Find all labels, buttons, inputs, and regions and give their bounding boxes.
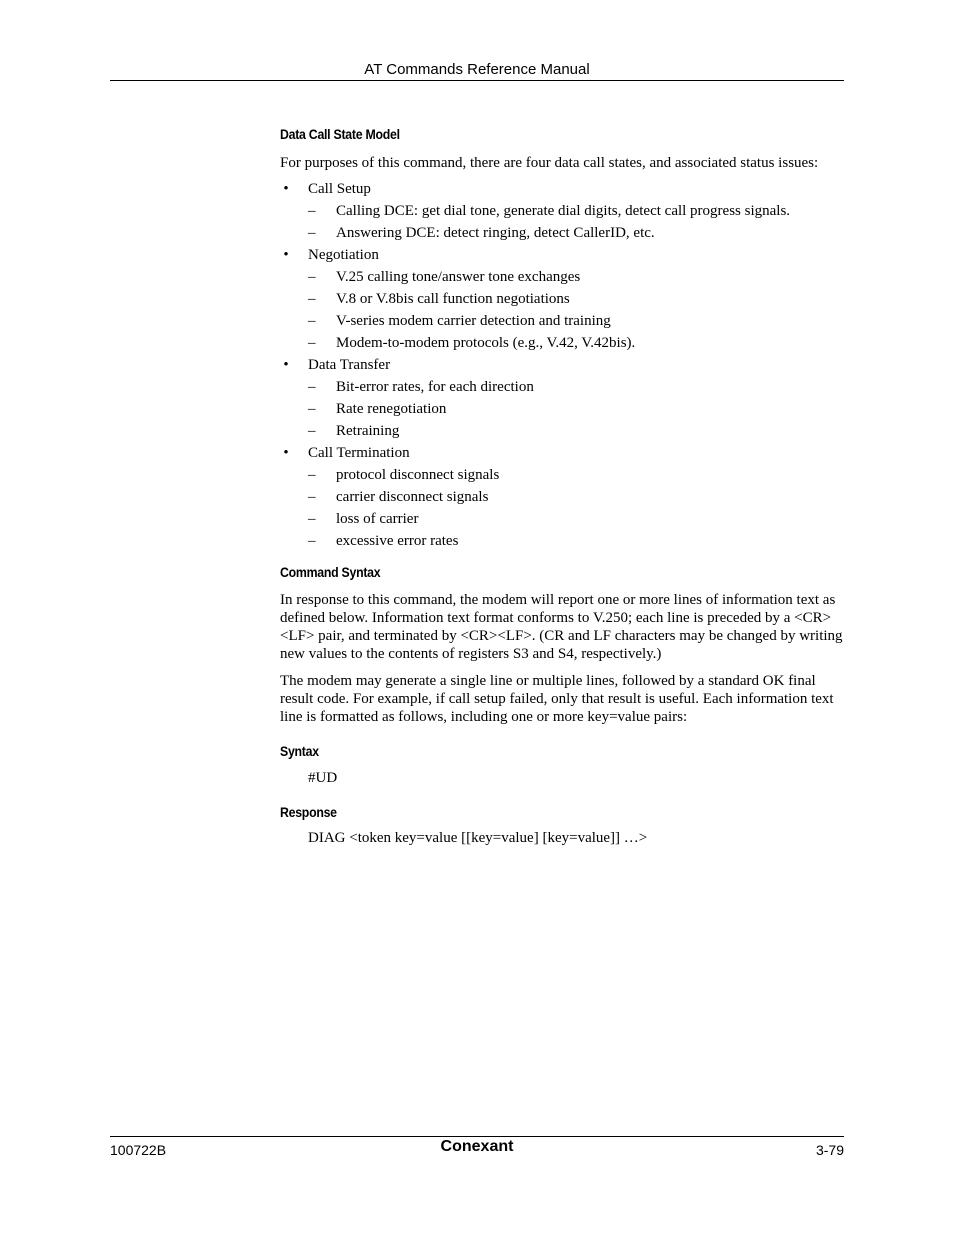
dash-icon: – (308, 335, 316, 351)
sub-list-item-text: Bit-error rates, for each direction (336, 379, 534, 395)
intro-paragraph: For purposes of this command, there are four data call states, and associated status issues: (280, 155, 819, 171)
sub-list-item-text: carrier disconnect signals (336, 489, 489, 505)
sub-list-item (280, 310, 846, 332)
section-heading-command-syntax: Command Syntax (280, 564, 381, 580)
page-content (280, 124, 846, 847)
sub-list-item-text: V.8 or V.8bis call function negotiations (336, 291, 570, 307)
dash-icon: – (308, 225, 316, 241)
sub-list-item (280, 420, 846, 442)
list-item-label: Data Transfer (308, 357, 391, 373)
section-heading-data-call-state-model: Data Call State Model (280, 126, 400, 142)
sub-list-item-text: V.25 calling tone/answer tone exchanges (336, 269, 581, 285)
list-item (280, 354, 846, 376)
sub-list-item-text: Modem-to-modem protocols (e.g., V.42, V.42bis). (336, 335, 636, 351)
list-item (280, 178, 846, 200)
footer-company: Conexant (440, 1138, 514, 1155)
sub-list-item-text: Retraining (336, 423, 400, 439)
sub-list-item-text: excessive error rates (336, 533, 459, 549)
sub-list-item (280, 266, 846, 288)
dash-icon: – (308, 401, 316, 417)
list-item-label: Call Setup (308, 181, 371, 197)
syntax-value: #UD (308, 770, 338, 786)
footer-doc-number: 100722B (110, 1142, 167, 1158)
dash-icon: – (308, 291, 316, 307)
sub-list-item (280, 464, 846, 486)
bullet-icon: • (283, 445, 289, 461)
dash-icon: – (308, 203, 316, 219)
response-value: DIAG <token key=value [[key=value] [key=value]] …> (308, 830, 648, 846)
sub-list-item-text: V-series modem carrier detection and training (336, 313, 611, 329)
dash-icon: – (308, 269, 316, 285)
footer-page-number: 3-79 (815, 1142, 844, 1158)
call-states-list (280, 178, 846, 552)
sub-list-item-text: Calling DCE: get dial tone, generate dial digits, detect call progress signals. (336, 203, 791, 219)
bullet-icon: • (283, 357, 289, 373)
sub-list-item (280, 530, 846, 552)
sub-list-item (280, 398, 846, 420)
sub-list-item (280, 200, 846, 222)
sub-list-item (280, 332, 846, 354)
sub-list-item (280, 288, 846, 310)
sub-list-item-text: loss of carrier (336, 511, 419, 527)
dash-icon: – (308, 467, 316, 483)
section-heading-response: Response (280, 804, 337, 820)
dash-icon: – (308, 313, 316, 329)
dash-icon: – (308, 511, 316, 527)
sub-list-item-text: Answering DCE: detect ringing, detect CallerID, etc. (336, 225, 655, 241)
command-syntax-paragraph-1: In response to this command, the modem will report one or more lines of information text as defined below. Information text format conforms to V.250; each line is preceded by a <CR><LF> pair, and terminated by <CR><LF>. (CR and LF characters may be changed by writing new values to the contents of registers S3 and S4, respectively.) (280, 592, 843, 662)
dash-icon: – (308, 489, 316, 505)
sub-list-item (280, 222, 846, 244)
sub-list-item-text: protocol disconnect signals (336, 467, 500, 483)
dash-icon: – (308, 533, 316, 549)
sub-list-item (280, 508, 846, 530)
bullet-icon: • (283, 181, 289, 197)
running-header: AT Commands Reference Manual (364, 61, 590, 78)
header-rule (110, 80, 844, 81)
list-item (280, 244, 846, 266)
command-syntax-paragraph-2: The modem may generate a single line or multiple lines, followed by a standard OK final result code. For example, if call setup failed, only that result is useful. Each information text line is formatted as follows, including one or more key=value pairs: (280, 673, 834, 725)
dash-icon: – (308, 423, 316, 439)
sub-list-item-text: Rate renegotiation (336, 401, 447, 417)
dash-icon: – (308, 379, 316, 395)
sub-list-item (280, 486, 846, 508)
list-item-label: Call Termination (308, 445, 410, 461)
list-item (280, 442, 846, 464)
list-item-label: Negotiation (308, 247, 379, 263)
sub-list-item (280, 376, 846, 398)
section-heading-syntax: Syntax (280, 743, 319, 759)
bullet-icon: • (283, 247, 289, 263)
